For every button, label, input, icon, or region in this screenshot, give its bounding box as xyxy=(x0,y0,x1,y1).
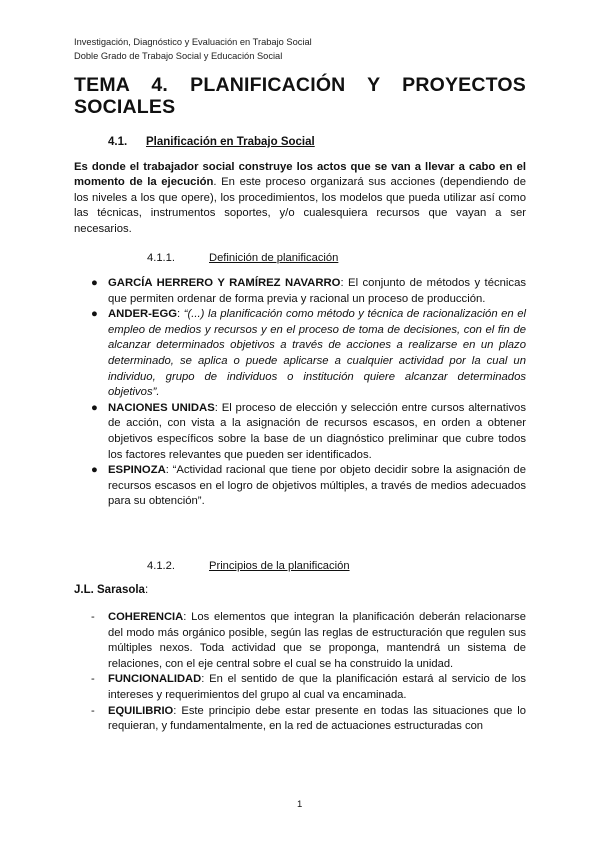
separator: : xyxy=(214,401,222,414)
principle-name: COHERENCIA xyxy=(108,611,184,623)
subsection-title: Definición de planificación xyxy=(209,252,339,264)
definition-author: GARCÍA HERRERO Y RAMÍREZ NAVARRO xyxy=(108,277,341,289)
principles-list xyxy=(91,610,526,735)
subsection-heading-4-1-1 xyxy=(147,252,338,264)
principle-text: Los elementos que integran la planificación deberán relacionarse del modo más orgánico posible, según las reglas de estructuración que regulen sus múltiples nexos. Toda actividad que se proponga, mantendrá un sistema de relaciones, con el eje central sobre el cual se ha construido la unidad. xyxy=(108,611,526,670)
separator: : xyxy=(165,464,173,477)
dash-marker: - xyxy=(91,611,95,623)
author-heading xyxy=(74,584,148,596)
bullet-marker: ● xyxy=(91,277,98,289)
header-line-course: Investigación, Diagnóstico y Evaluación en Trabajo Social xyxy=(74,37,312,47)
chapter-title-line1: TEMA 4. PLANIFICACIÓN Y PROYECTOS xyxy=(74,74,526,96)
separator: : xyxy=(183,611,192,623)
section-title: Planificación en Trabajo Social xyxy=(146,136,315,148)
running-header xyxy=(74,35,312,63)
bullet-marker: ● xyxy=(91,464,98,477)
list-item xyxy=(91,401,526,463)
definition-author: ANDER-EGG xyxy=(108,308,178,321)
bullet-marker: ● xyxy=(91,401,98,414)
subsection-title: Principios de la planificación xyxy=(209,560,350,572)
chapter-title-line2: SOCIALES xyxy=(74,96,176,118)
chapter-title xyxy=(74,74,526,118)
intro-paragraph xyxy=(74,160,526,237)
dash-marker: - xyxy=(91,673,95,686)
list-item xyxy=(91,610,526,672)
list-item xyxy=(91,307,526,401)
header-line-degree: Doble Grado de Trabajo Social y Educación Social xyxy=(74,51,283,61)
intro-bold: Es donde el trabajador social construye los actos que se van a llevar a cabo en el momento de la ejecución xyxy=(74,161,526,189)
author-name: J.L. Sarasola xyxy=(74,584,145,596)
principle-text: Este principio debe estar presente en todas las situaciones que lo requieran, y fundamentalmente, en la red de actuaciones estructuradas con xyxy=(108,704,526,733)
definition-text: “(...) la planificación como método y técnica de racionalización en el empleo de medios y recursos y en el proceso de toma de decisiones, con el fin de alcanzar determinados objetivos a través de acciones a realizarse en un plazo determinado, se aplica o puede aplicarse a cualquier actividad por la cual un individuo, grupo de individuos o institución quiere alcanzar determinados objetivos”. xyxy=(108,308,527,399)
principle-text: En el sentido de que la planificación estará al servicio de los intereses y requerimientos del grupo al cual va encaminada. xyxy=(108,673,526,701)
page-number: 1 xyxy=(297,799,303,810)
definition-text: El conjunto de métodos y técnicas que permiten ordenar de forma previa y racional un proceso de producción. xyxy=(108,277,526,305)
separator: : xyxy=(340,277,349,289)
list-item xyxy=(91,672,526,703)
bullet-marker: ● xyxy=(91,308,98,321)
list-item xyxy=(91,463,526,510)
section-number: 4.1. xyxy=(108,136,128,148)
list-item xyxy=(91,704,526,735)
separator: : xyxy=(177,308,184,321)
principle-name: EQUILIBRIO xyxy=(108,704,174,717)
separator: : xyxy=(173,704,182,717)
definition-author: ESPINOZA xyxy=(108,464,166,477)
definition-text: El proceso de elección y selección entre cursos alternativos de acción, con vista a la asignación de recursos escasos, en orden a obtener objetivos específicos sobre la base de un diagnóstico preliminar que cubre todos los factores relevantes que pueden ser identificados. xyxy=(108,401,526,461)
dash-marker: - xyxy=(91,704,95,717)
subsection-number: 4.1.2. xyxy=(147,560,175,572)
definitions-list xyxy=(91,276,526,510)
definition-text: “Actividad racional que tiene por objeto decidir sobre la asignación de recursos escasos en el logro de objetivos múltiples, a través de medios adecuados para su obtención”. xyxy=(108,464,526,508)
subsection-heading-4-1-2 xyxy=(147,560,350,572)
principle-name: FUNCIONALIDAD xyxy=(108,673,202,686)
section-heading-4-1 xyxy=(108,136,315,148)
intro-rest: . En este proceso organizará sus acciones (dependiendo de los niveles a los que opere), los procedimientos, los modelos que pueda utilizar así como las técnicas, instrumentos soportes, y/o cualesquiera recursos que vayan a ser necesarios. xyxy=(74,176,526,235)
list-item xyxy=(91,276,526,307)
separator: : xyxy=(201,673,210,686)
subsection-number: 4.1.1. xyxy=(147,252,175,264)
definition-author: NACIONES UNIDAS xyxy=(108,401,215,414)
author-colon: : xyxy=(144,584,149,596)
